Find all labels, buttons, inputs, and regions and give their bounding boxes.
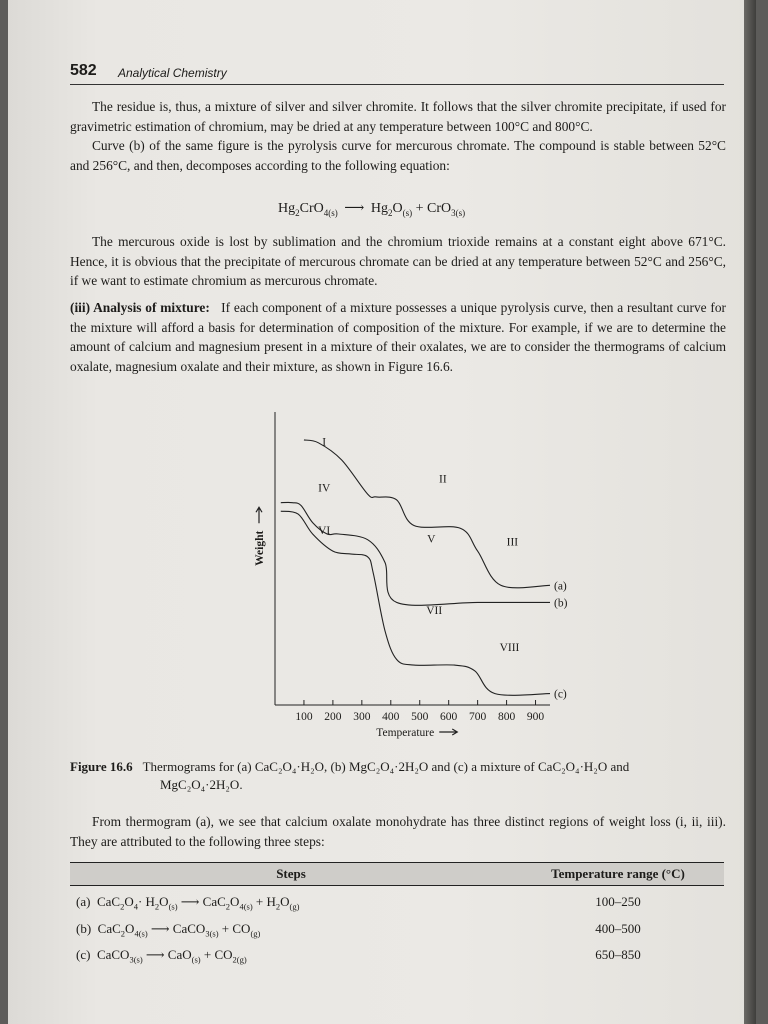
col-header-steps: Steps: [70, 863, 512, 886]
section-heading: (iii) Analysis of mixture:: [70, 300, 210, 315]
series-label: (b): [554, 597, 568, 610]
table-row: [70, 886, 724, 918]
paragraph-1: The residue is, thus, a mixture of silver and silver chromite. It follows that the silver chromite precipitate, if used for gravimetric estimation of chromium, may be dried at any temperature between 100°C and 800°C.: [70, 99, 726, 134]
page-header: [70, 62, 724, 85]
paragraph-5: From thermogram (a), we see that calcium oxalate monohydrate has three distinct regions of weight loss (i, ii, iii). They are attributed to the following three steps:: [70, 814, 726, 849]
x-axis-label: Temperature: [376, 727, 435, 739]
paragraph-2: Curve (b) of the same figure is the pyrolysis curve for mercurous chromate. The compound is stable between 52°C and 256°C, and then, decomposes according to the following equation:: [70, 138, 726, 173]
x-tick-label: 400: [382, 711, 400, 723]
range-cell: 650–850: [595, 947, 641, 963]
region-label: I: [322, 436, 327, 449]
table-row: [70, 944, 724, 971]
region-label: V: [427, 533, 436, 546]
series-line: [304, 440, 550, 588]
region-label: VI: [318, 525, 331, 537]
running-head: Analytical Chemistry: [118, 66, 227, 80]
series-label: (a): [554, 580, 567, 593]
paragraph-4-block: [70, 298, 726, 376]
region-label: VIII: [499, 641, 520, 654]
region-label: III: [506, 536, 519, 549]
caption-text: Thermograms for (a) CaC₂O₄·H₂O, (b) MgC₂O₄·2H₂O and (c) a mixture of CaC₂O₄·H₂O and: [142, 759, 630, 774]
region-label: IV: [318, 482, 331, 495]
table-row: [70, 918, 724, 945]
y-axis-arrow-icon: [256, 507, 262, 523]
x-tick-label: 700: [469, 711, 487, 723]
paragraph-1-block: [70, 97, 726, 175]
paragraph-4-body: If each component of a mixture possesses a unique pyrolysis curve, then a resultant curve for the mixture will afford a basis for determination of composition of the mixture. For example, if we are to determine the amount of calcium and magnesium present in a mixture of their oxalates, we are to consider the thermograms of calcium oxalate, magnesium oxalate and their mixture, as shown in Figure 16.6.: [70, 300, 726, 374]
series-line: [281, 502, 550, 605]
region-label: VII: [426, 604, 443, 617]
col-header-temperature: Temperature range (°C): [512, 863, 724, 886]
x-tick-label: 300: [353, 711, 371, 723]
x-tick-label: 500: [411, 711, 429, 723]
book-spine: [744, 0, 756, 1024]
caption-line-2: MgC₂O₄·2H₂O.: [160, 777, 243, 792]
step-cell: (c) CaCO$_{3(s)}$ ⟶ $CaO_{(s)} + CO_{2(g)}$: [76, 947, 247, 965]
x-tick-label: 600: [440, 711, 458, 723]
x-tick-label: 200: [324, 711, 342, 723]
steps-table: [70, 862, 724, 971]
page-number: 582: [70, 62, 97, 79]
paragraph-4: [70, 298, 726, 376]
series-label: (c): [554, 688, 567, 701]
figure-caption: [70, 758, 730, 794]
book-page: [8, 0, 756, 1024]
paragraph-3: The mercurous oxide is lost by sublimation and the chromium trioxide remains at a constant eight above 671°C. Hence, it is obvious that the precipitate of mercurous chromate can be dried at any temperature between 52°C and 256°C, if we want to estimate chromium as mercurous chromate.: [70, 234, 726, 289]
x-tick-label: 800: [497, 711, 516, 723]
range-cell: 100–250: [595, 894, 641, 909]
paragraph-5-block: [70, 812, 726, 851]
x-tick-label: 900: [526, 711, 545, 723]
step-cell: (b) $CaC_2O_{4(s)}$ ⟶ CaCO$_{3(s)}$ + $CO_{(g)}$: [76, 920, 261, 939]
step-cell: (a) $CaC_2O_4\cdot H_2O_{(s)}$ ⟶ $CaC_2O_{4(s)} + H_2O_{(g)}$: [76, 894, 300, 912]
region-label: II: [439, 473, 447, 486]
y-axis-label: Weight: [254, 530, 266, 566]
x-axis-arrow-icon: [439, 729, 457, 735]
reaction-arrow: ⟶: [344, 201, 365, 216]
figure-label: Figure 16.6: [70, 759, 133, 774]
thermogram-figure: [254, 410, 568, 748]
paragraph-3-block: [70, 232, 726, 291]
x-tick-label: 100: [295, 711, 313, 723]
chemical-equation: $Hg_2CrO_{4(s)}$ ⟶ $Hg_2O_{(s)} + CrO_{3(s)}$: [278, 201, 466, 218]
range-cell: 400–500: [595, 920, 641, 936]
